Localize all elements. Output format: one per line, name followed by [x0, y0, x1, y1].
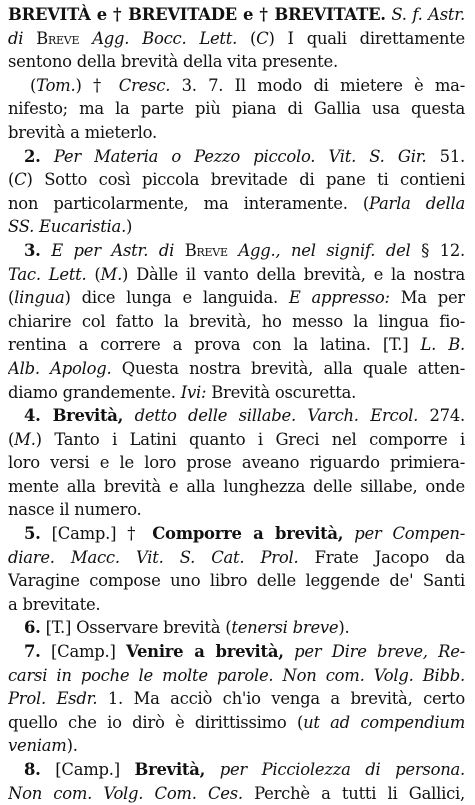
italic-text: M.	[14, 429, 36, 449]
text-run: 1. Ma acciò ch'io venga a brevità, certo	[97, 689, 465, 709]
bold-text: 5.	[24, 524, 41, 544]
italic-text: tenersi breve	[231, 618, 339, 638]
text-run: non particolarmente, ma interamente. (	[8, 193, 369, 213]
italic-text: ut ad compendium	[303, 712, 465, 732]
text-run: quello che io dirò è dirittissimo (	[8, 712, 304, 732]
bold-text: Venire a brevità,	[126, 642, 284, 662]
entry-line	[8, 310, 465, 334]
bold-text: 3.	[24, 240, 41, 260]
text-run: 51.	[426, 146, 465, 166]
italic-text: veniam	[8, 736, 67, 756]
entry-line	[8, 782, 465, 805]
entry-line	[8, 3, 465, 27]
italic-text: SS. Eucaristia.	[8, 217, 127, 237]
text-run: ) Dàlle il vanto della brevità, e la nostra	[122, 264, 465, 284]
entry-line	[8, 239, 465, 263]
entry-line	[8, 711, 465, 735]
italic-text: S. f. Astr.	[385, 5, 465, 24]
italic-text: di	[8, 28, 37, 48]
italic-text: Parla della	[368, 193, 465, 213]
entry-line	[8, 640, 465, 664]
bold-text: 6.	[24, 618, 41, 638]
text-run: ) Sotto così piccola brevitade di pane ti contieni	[26, 170, 465, 190]
text-run: loro versi e le loro prose aveano riguardo primiera-	[8, 453, 465, 473]
entry-line	[8, 121, 465, 145]
text-run: ) dice lunga e languida.	[64, 288, 289, 308]
entry-line	[8, 404, 465, 428]
entry-line	[8, 569, 465, 593]
text-run: [Camp.]	[40, 760, 135, 779]
italic-text: C	[256, 28, 269, 48]
text-run: mente alla brevità e alla lunghezza delle sillabe, onde	[8, 476, 465, 496]
entry-line	[8, 192, 465, 216]
text-run: a brevitate.	[8, 594, 101, 614]
entry-line	[8, 215, 465, 239]
text-run: ).	[338, 618, 350, 638]
text-run: nifesto; ma la parte più piana di Gallia usa questa	[8, 99, 465, 119]
italic-text: Ivi:	[180, 382, 207, 402]
italic-text: lingua	[14, 288, 65, 308]
entry-line	[8, 428, 465, 452]
entry-line	[8, 333, 465, 357]
small-caps-text: Breve	[36, 28, 80, 48]
italic-text: Per Materia o Pezzo piccolo. Vit. S. Gir.	[40, 146, 427, 166]
entry-line	[8, 498, 465, 522]
italic-text: C	[14, 170, 27, 190]
text-run: diamo grandemente.	[8, 382, 181, 402]
entry-line	[8, 664, 465, 688]
entry-line	[8, 145, 465, 169]
text-run: ) I quali direttamente	[268, 28, 465, 48]
bold-text: 4. Brevità,	[24, 406, 124, 426]
bold-text: Brevità,	[134, 760, 206, 779]
text-run: 274.	[418, 406, 465, 426]
italic-text: diare. Macc. Vit. S. Cat. Prol.	[8, 547, 299, 567]
text-run: [T.] Osservare brevità (	[40, 618, 232, 638]
text-run: (	[237, 28, 257, 48]
text-run: brevità a mieterlo.	[8, 122, 157, 142]
entry-line	[8, 74, 465, 98]
entry-line	[8, 286, 465, 310]
text-run: ) Tanto i Latini quanto i Greci nel comporre i	[35, 429, 465, 449]
entry-line	[8, 97, 465, 121]
text-run: ).	[66, 736, 78, 756]
bold-text: BREVITÀ e † BREVITADE e † BREVITATE.	[8, 5, 386, 24]
entry-line	[8, 27, 465, 51]
text-run: sentono della brevità della vita presente.	[8, 52, 338, 72]
italic-text: M.	[100, 264, 123, 284]
bold-text: 7.	[24, 642, 41, 662]
italic-text: Tom.	[36, 75, 76, 95]
italic-text: Alb. Apolog.	[8, 358, 112, 378]
text-run: Perchè a tutti li Gallici,	[242, 783, 465, 803]
italic-text: per Compen-	[343, 524, 465, 544]
entry-line	[8, 522, 465, 546]
text-run: ) †	[75, 75, 119, 95]
italic-text: Cresc.	[118, 75, 171, 95]
italic-text: per Dire breve, Re-	[283, 642, 465, 662]
text-run: 3. 7. Il modo di mietere è ma-	[170, 75, 465, 95]
entry-line	[8, 758, 465, 782]
entry-line	[8, 734, 465, 758]
text-run: Ma per	[389, 288, 465, 308]
italic-text: Tac. Lett.	[8, 264, 87, 284]
italic-text: per Picciolezza di persona.	[205, 760, 465, 779]
text-run: )	[126, 217, 133, 237]
italic-text: Prol. Esdr.	[8, 689, 98, 709]
text-run: Frate Jacopo da	[298, 547, 465, 567]
italic-text: E per Astr. di	[40, 240, 185, 260]
entry-line	[8, 263, 465, 287]
entry-line	[8, 616, 465, 640]
text-run: [Camp.] †	[40, 524, 153, 544]
italic-text: Non com. Volg. Com. Ces.	[8, 783, 243, 803]
entry-line	[8, 687, 465, 711]
text-run: chiarire col fatto la brevità, ho messo la lingua fio-	[8, 311, 465, 331]
entry-line	[8, 593, 465, 617]
italic-text: E appresso:	[288, 288, 390, 308]
text-run: nasce il numero.	[8, 500, 142, 520]
italic-text: Agg., nel signif. del	[227, 240, 411, 260]
text-run: Questa nostra brevità, alla quale atten-	[111, 358, 465, 378]
entry-line	[8, 168, 465, 192]
text-run: (	[8, 288, 15, 308]
entry-line	[8, 357, 465, 381]
italic-text: carsi in poche le molte parole. Non com. Volg. Bibb.	[8, 665, 465, 685]
text-run: Varagine compose uno libro delle leggende de' Santi	[8, 571, 465, 591]
text-run: rentina a correre a prova con la latina. [T.]	[8, 335, 421, 355]
italic-text: detto delle sillabe. Varch. Ercol.	[123, 406, 419, 426]
text-run: § 12.	[410, 240, 465, 260]
entry-line	[8, 451, 465, 475]
text-run: [Camp.]	[40, 642, 127, 662]
bold-text: 2.	[24, 146, 41, 166]
text-run: Brevità oscuretta.	[206, 382, 357, 402]
text-run: (	[8, 429, 15, 449]
text-run: (	[30, 75, 37, 95]
text-run: (	[8, 170, 15, 190]
entry-line	[8, 475, 465, 499]
small-caps-text: Breve	[184, 240, 228, 260]
text-run: (	[86, 264, 101, 284]
entry-line	[8, 381, 465, 405]
entry-line	[8, 546, 465, 570]
italic-text: Agg. Bocc. Lett.	[79, 28, 238, 48]
dictionary-entry-brevita	[8, 3, 465, 805]
entry-line	[8, 50, 465, 74]
bold-text: Comporre a brevità,	[152, 524, 344, 544]
italic-text: L. B.	[420, 335, 465, 355]
bold-text: 8.	[24, 760, 41, 779]
